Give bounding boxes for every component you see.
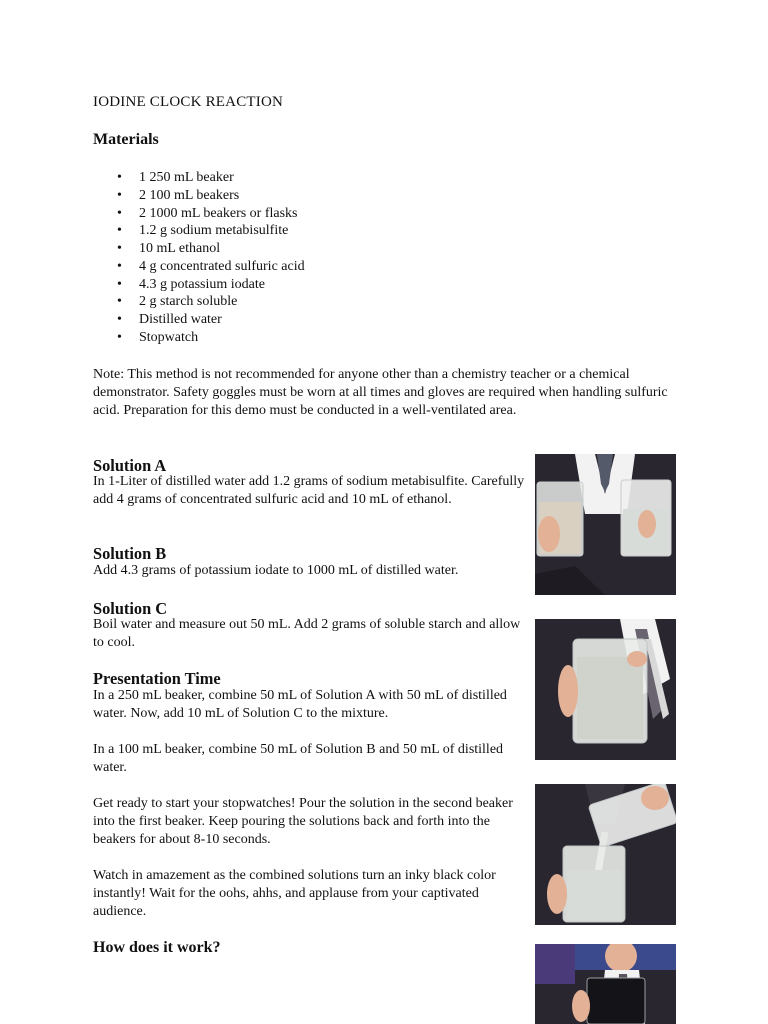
solution-b-heading: Solution B (93, 544, 167, 563)
presentation-step-2: In a 100 mL beaker, combine 50 mL of Solution B and 50 mL of distilled water. (93, 742, 504, 775)
bullet-icon: • (117, 170, 122, 185)
list-item: • Distilled water (117, 312, 222, 327)
solution-a-heading: Solution A (93, 456, 167, 475)
how-it-works-heading: How does it work? (93, 939, 221, 956)
bullet-icon: • (117, 241, 122, 256)
photo-large-beaker (535, 619, 676, 760)
photo-dark-solution (535, 944, 676, 1024)
document-title: IODINE CLOCK REACTION (93, 94, 284, 110)
presentation-step-3: Get ready to start your stopwatches! Pour the solution in the second beaker into the first beaker. Keep pouring the solutions back and forth into the beakers for about 8-10 seconds. (93, 796, 513, 847)
solution-c-text: Boil water and measure out 50 mL. Add 2 grams of soluble starch and allow to cool. (93, 617, 521, 650)
solution-b-text: Add 4.3 grams of potassium iodate to 1000 mL of distilled water. (93, 563, 459, 578)
bullet-icon: • (117, 294, 122, 310)
list-item: • 2 100 mL beakers (117, 187, 240, 203)
bullet-icon: • (117, 258, 122, 274)
materials-heading: Materials (93, 131, 159, 148)
photo-two-beakers (535, 454, 676, 595)
list-item: • 1.2 g sodium metabisulfite (117, 223, 289, 239)
bullet-icon: • (117, 276, 122, 292)
materials-list (117, 169, 305, 347)
presentation-heading: Presentation Time (93, 669, 221, 688)
list-item: • 1 250 mL beaker (117, 170, 234, 185)
list-item: • 4 g concentrated sulfuric acid (117, 258, 305, 274)
bullet-icon: • (117, 187, 122, 203)
bullet-icon: • (117, 205, 122, 221)
list-item: • 10 mL ethanol (117, 241, 221, 256)
safety-note: Note: This method is not recommended for anyone other than a chemistry teacher or a chemical demonstrator. Safety goggles must be worn at all times and gloves are required when handling sulfuric acid. Preparation for this demo must be conducted in a well-ventilated area. (93, 367, 668, 418)
bullet-icon: • (117, 329, 122, 345)
solution-a-text: In 1-Liter of distilled water add 1.2 grams of sodium metabisulfite. Carefully add 4 grams of concentrated sulfuric acid and 10 mL of ethanol. (93, 474, 525, 507)
list-item: • 2 g starch soluble (117, 294, 238, 310)
bullet-icon: • (117, 312, 122, 327)
list-item: • 4.3 g potassium iodate (117, 276, 265, 292)
presentation-step-1: In a 250 mL beaker, combine 50 mL of Solution A with 50 mL of distilled water. Now, add 10 mL of Solution C to the mixture. (93, 688, 507, 721)
presentation-step-4: Watch in amazement as the combined solutions turn an inky black color instantly! Wait for the oohs, ahhs, and applause from your captivated audience. (93, 868, 496, 919)
solution-c-heading: Solution C (93, 599, 168, 618)
bullet-icon: • (117, 223, 122, 239)
photo-pouring-beakers (535, 784, 676, 925)
list-item: • 2 1000 mL beakers or flasks (117, 205, 298, 221)
list-item: • Stopwatch (117, 329, 199, 345)
